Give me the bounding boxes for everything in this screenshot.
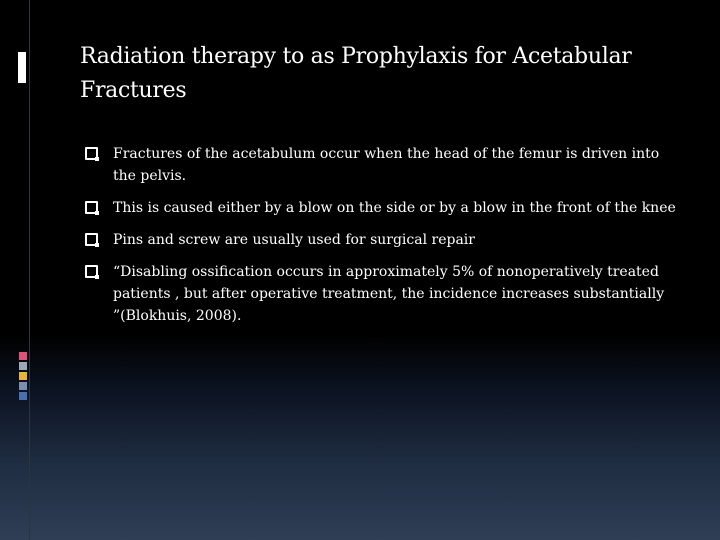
- checkbox-bullet-icon: [85, 147, 98, 160]
- title-accent-block: [18, 52, 26, 83]
- bullet-text: “Disabling ossification occurs in approximately 5% of nonoperatively treated patients , but after operative treatment, the incidence increases substantially ”(Blokhuis, 2008).: [113, 264, 665, 324]
- color-accent-bar: [19, 352, 27, 402]
- bullet-text: This is caused either by a blow on the side or by a blow in the front of the knee: [113, 200, 676, 216]
- accent-segment: [19, 352, 27, 360]
- bullet-item: [85, 261, 685, 327]
- checkbox-bullet-icon: [85, 201, 98, 214]
- bullet-item: [85, 229, 685, 251]
- accent-segment: [19, 382, 27, 390]
- accent-segment: [19, 392, 27, 400]
- accent-segment: [19, 372, 27, 380]
- accent-segment: [19, 362, 27, 370]
- checkbox-bullet-icon: [85, 233, 98, 246]
- bullet-item: [85, 197, 685, 219]
- bullet-text: Fractures of the acetabulum occur when the head of the femur is driven into the pelvis.: [113, 146, 660, 184]
- bullet-item: [85, 143, 685, 187]
- bullet-list: [85, 143, 685, 337]
- checkbox-bullet-icon: [85, 265, 98, 278]
- bullet-text: Pins and screw are usually used for surgical repair: [113, 232, 475, 248]
- slide-title: Radiation therapy to as Prophylaxis for Acetabular Fractures: [80, 44, 632, 103]
- left-vertical-rule: [29, 0, 30, 540]
